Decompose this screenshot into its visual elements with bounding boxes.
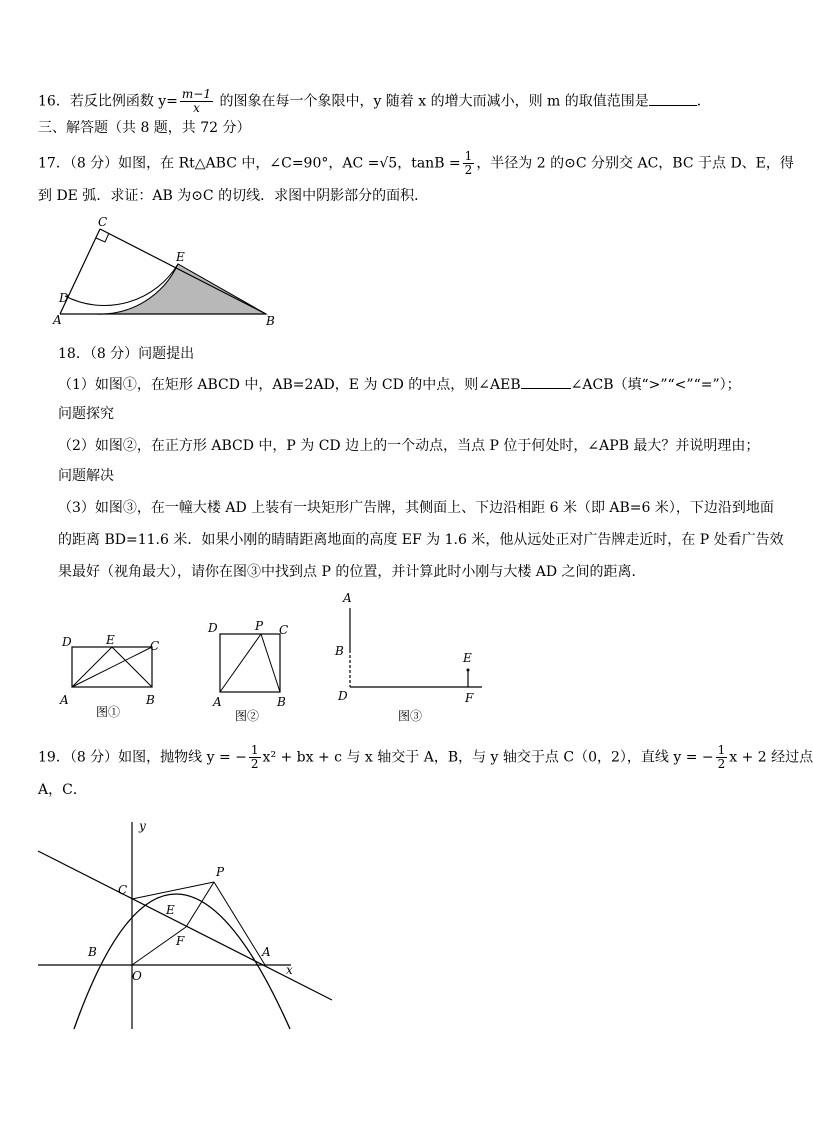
fig3-label-d: D	[338, 689, 348, 703]
q18-heading-solve: 问题解决	[58, 468, 114, 484]
q18-heading-explore: 问题探究	[58, 406, 114, 422]
q18-answer-blank[interactable]	[521, 374, 571, 389]
q17-label-a: A	[53, 313, 62, 327]
q19-segment-pf	[186, 882, 214, 927]
q17-figure	[50, 214, 290, 329]
q19-label-e: E	[166, 903, 175, 917]
q16-text-mid: 的图象在每一个象限中，y 随着 x 的增大而减小，则 m 的取值范围是	[215, 93, 649, 110]
q18-figure-1	[60, 632, 170, 722]
fig2-line-ap	[220, 634, 261, 692]
q19-segment-cp	[132, 882, 214, 899]
q19-text-a: 19．（8 分）如图，抛物线 y = −	[38, 749, 247, 766]
q18-figure-3	[330, 590, 490, 725]
q16-text-pre: 若反比例函数 y=	[69, 93, 178, 110]
q19-fraction-2	[716, 744, 728, 771]
q17-fraction	[463, 150, 475, 177]
q16-frac-num: m−1	[181, 87, 211, 101]
q19-label-o: O	[132, 969, 142, 983]
fig2-caption: 图②	[235, 709, 260, 723]
q19-label-y: y	[139, 819, 146, 833]
q17-label-e: E	[176, 250, 185, 264]
q17-text-b: ，tanB =	[397, 155, 461, 172]
q19-frac2-den: 2	[717, 757, 726, 771]
q18-part1	[58, 374, 741, 395]
fig1-label-c: C	[150, 639, 160, 653]
fig1-line-be	[112, 647, 152, 687]
q19-label-x: x	[286, 963, 293, 977]
fig3-point-e	[467, 669, 470, 672]
q16-text-end: ．	[696, 93, 711, 110]
fig3-caption: 图③	[398, 709, 423, 723]
q17-frac-den: 2	[464, 163, 473, 177]
question-16	[38, 88, 711, 115]
fig3-label-b: B	[335, 644, 344, 658]
fig3-label-a: A	[343, 591, 352, 605]
question-18-header: 18．（8 分）问题提出	[58, 346, 195, 362]
q19-frac1-num: 1	[250, 743, 259, 757]
fig1-label-b: B	[146, 693, 155, 707]
q19-parabola	[74, 894, 290, 1029]
q19-frac2-num: 1	[717, 743, 726, 757]
q17-sqrt5: √5	[379, 155, 398, 172]
q18-part1-a: （1）如图①，在矩形 ABCD 中，AB=2AD，E 为 CD 的中点，则∠AEB	[58, 377, 521, 393]
q18-part3-line2: 的距离 BD=11.6 米．如果小刚的睛睛距离地面的高度 EF 为 1.6 米，他从远处正对广告牌走近时，在 P 处看广告效	[58, 532, 784, 548]
q17-text-a: 17．（8 分）如图，在 Rt△ABC 中，∠C=90°，AC =	[38, 155, 380, 172]
q19-label-c: C	[118, 883, 128, 897]
fig1-label-d: D	[62, 635, 72, 649]
q19-figure	[36, 814, 346, 1034]
fig2-label-a: A	[213, 695, 222, 709]
fig3-label-e: E	[463, 651, 472, 665]
q18-part2: （2）如图②，在正方形 ABCD 中，P 为 CD 边上的一个动点，当点 P 位于何处时，∠APB 最大？并说明理由；	[58, 438, 760, 454]
question-19-line1	[38, 744, 813, 771]
q19-text-c: x + 2 经过点	[729, 749, 813, 766]
fig2-label-d: D	[208, 621, 218, 635]
fig2-label-c: C	[279, 623, 289, 637]
q19-label-a: A	[262, 945, 271, 959]
q16-number: 16．	[38, 93, 70, 110]
q17-frac-num: 1	[464, 149, 473, 163]
q17-shaded-region	[96, 264, 266, 314]
q19-fraction-1	[249, 744, 261, 771]
q19-line-ac	[38, 851, 332, 1000]
fig1-label-e: E	[106, 633, 115, 647]
q16-frac-den: x	[193, 101, 200, 115]
question-19-line2: A，C．	[38, 782, 87, 798]
question-17-line2: 到 DE 弧．求证：AB 为⊙C 的切线．求图中阴影部分的面积．	[38, 188, 429, 204]
q17-label-c: C	[98, 215, 108, 229]
fig1-caption: 图①	[96, 705, 121, 719]
fig2-label-p: P	[255, 619, 264, 633]
q18-part1-b: ∠ACB（填“>”“<”“=”）；	[570, 377, 741, 393]
q17-label-d: D	[59, 291, 69, 305]
q17-text-c: ，半径为 2 的⊙C 分别交 AC，BC 于点 D、E，得	[476, 155, 794, 172]
q16-fraction	[180, 88, 213, 115]
q18-part3-line1: （3）如图③，在一幢大楼 AD 上装有一块矩形广告牌，其侧面上、下边沿相距 6 米（即 AB=6 米），下边沿到地面	[58, 500, 774, 516]
q19-label-p: P	[216, 865, 225, 879]
fig1-line-ae	[72, 647, 112, 687]
q19-label-f: F	[176, 934, 185, 948]
fig1-line-ac	[72, 647, 152, 687]
fig1-label-a: A	[60, 693, 69, 707]
fig2-line-bp	[261, 634, 280, 692]
q18-figure-2	[205, 616, 300, 724]
fig2-label-b: B	[277, 695, 286, 709]
q19-frac1-den: 2	[250, 757, 259, 771]
q18-part3-line3: 果最好（视角最大），请你在图③中找到点 P 的位置，并计算此时小刚与大楼 AD 之间的距离．	[58, 564, 646, 580]
q19-text-b: x² + bx + c 与 x 轴交于 A，B，与 y 轴交于点 C（0，2），直线 y = −	[262, 749, 714, 766]
q16-answer-blank[interactable]	[649, 91, 697, 106]
q17-label-b: B	[266, 314, 275, 328]
fig3-label-f: F	[465, 691, 474, 705]
question-17-line1	[38, 150, 794, 177]
section-3-title: 三、解答题（共 8 题，共 72 分）	[38, 120, 251, 136]
q19-label-b: B	[88, 945, 97, 959]
